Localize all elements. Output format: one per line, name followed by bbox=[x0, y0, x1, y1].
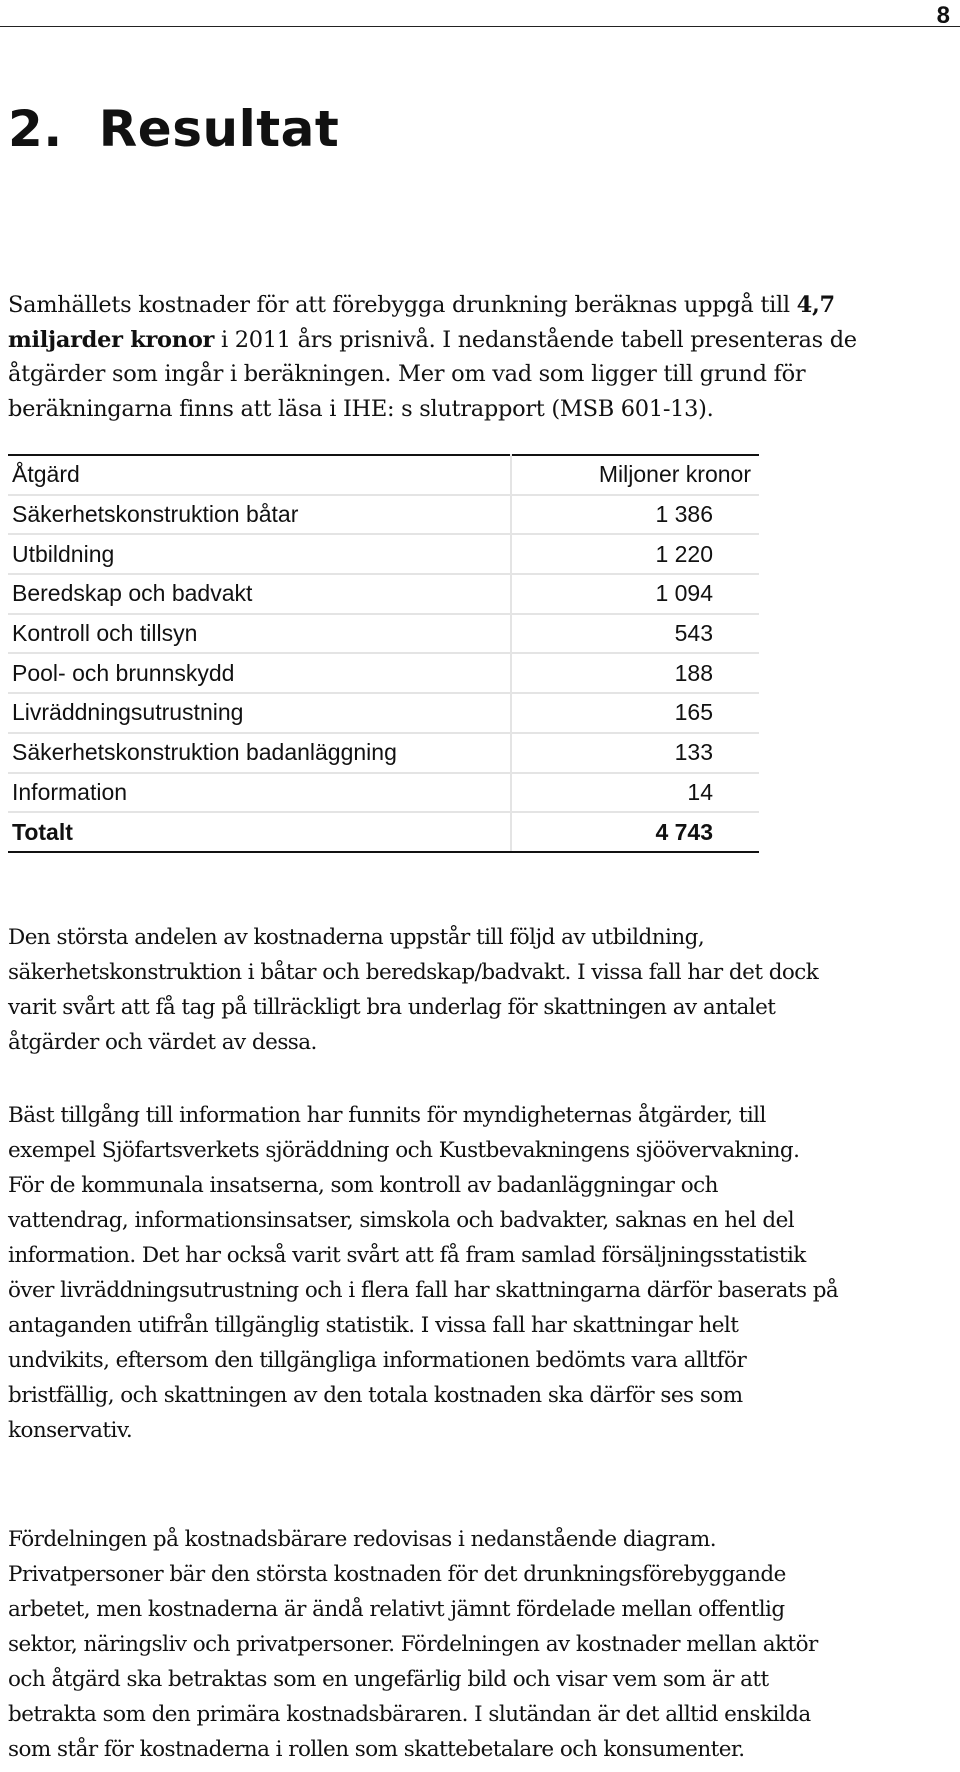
table-header-row bbox=[8, 455, 759, 495]
row-measure: Säkerhetskonstruktion båtar bbox=[8, 495, 511, 535]
row-measure: Kontroll och tillsyn bbox=[8, 614, 511, 654]
row-amount: 1 220 bbox=[511, 534, 759, 574]
total-amount: 4 743 bbox=[511, 812, 759, 852]
row-amount: 543 bbox=[511, 614, 759, 654]
paragraph-cost-share: Den största andelen av kostnaderna uppstår till följd av utbildning, säkerhetskonstruktion i båtar och beredskap/badvakt. I vissa fall har det dock varit svårt att få tag på tillräckligt bra underlag för skattningen av antalet åtgärder och värdet av dessa. bbox=[8, 925, 819, 1055]
section-heading bbox=[8, 100, 339, 158]
table-total-row bbox=[8, 812, 759, 852]
section-number: 2. bbox=[8, 100, 63, 158]
header-rule bbox=[0, 26, 960, 27]
row-measure: Säkerhetskonstruktion badanläggning bbox=[8, 733, 511, 773]
intro-text-1: Samhällets kostnader för att förebygga drunkning beräknas uppgå till bbox=[8, 292, 797, 318]
cost-table bbox=[8, 454, 759, 853]
column-header-measure: Åtgärd bbox=[8, 455, 511, 495]
row-amount: 165 bbox=[511, 693, 759, 733]
row-amount: 1 386 bbox=[511, 495, 759, 535]
table-row bbox=[8, 733, 759, 773]
intro-paragraph bbox=[8, 288, 956, 426]
paragraph-cost-bearers: Fördelningen på kostnadsbärare redovisas i nedanstående diagram. Privatpersoner bär den största kostnaden för det drunkningsförebyggande arbetet, men kostnaderna är ändå relativt jämnt fördelade mellan offentlig sektor, näringsliv och privatpersoner. Fördelningen av kostnader mellan aktör och åtgärd ska betraktas som en ungefärlig bild och visar vem som är att betrakta som den primära kostnadsbäraren. I slutändan är det alltid enskilda som står för kostnaderna i rollen som skattebetalare och konsumenter. bbox=[8, 1527, 818, 1762]
row-amount: 14 bbox=[511, 773, 759, 813]
row-amount: 188 bbox=[511, 653, 759, 693]
row-measure: Livräddningsutrustning bbox=[8, 693, 511, 733]
table-row bbox=[8, 495, 759, 535]
section-title: Resultat bbox=[98, 100, 340, 158]
column-header-amount: Miljoner kronor bbox=[511, 455, 759, 495]
intro-text-2: i 2011 års prisnivå. I nedanstående tabell presenteras de åtgärder som ingår i beräkningen. Mer om vad som ligger till grund för beräkningarna finns att läsa i IHE: s slutrapport (MSB 601-13). bbox=[8, 326, 857, 422]
row-amount: 133 bbox=[511, 733, 759, 773]
row-measure: Pool- och brunnskydd bbox=[8, 653, 511, 693]
paragraph-information-sources: Bäst tillgång till information har funnits för myndigheternas åtgärder, till exempel Sjöfartsverkets sjöräddning och Kustbevakningens sjöövervakning. För de kommunala insatserna, som kontroll av badanläggningar och vattendrag, informationsinsatser, simskola och badvakter, saknas en hel del information. Det har också varit svårt att få fram samlad försäljningsstatistik över livräddningsutrustning och i flera fall har skattningarna därför baserats på antaganden utifrån tillgänglig statistik. I vissa fall har skattningar helt undvikits, eftersom den tillgängliga informationen bedömts vara alltför bristfällig, och skattningen av den totala kostnaden ska därför ses som konservativ. bbox=[8, 1103, 839, 1443]
row-measure: Information bbox=[8, 773, 511, 813]
table-row bbox=[8, 773, 759, 813]
table-row bbox=[8, 614, 759, 654]
intro-total-highlight: 4,7 miljarder kronor bbox=[8, 292, 835, 353]
row-measure: Beredskap och badvakt bbox=[8, 574, 511, 614]
table-row bbox=[8, 693, 759, 733]
row-amount: 1 094 bbox=[511, 574, 759, 614]
page-number: 8 bbox=[936, 2, 950, 29]
table-row bbox=[8, 653, 759, 693]
row-measure: Utbildning bbox=[8, 534, 511, 574]
table-row bbox=[8, 574, 759, 614]
table-row bbox=[8, 534, 759, 574]
total-label: Totalt bbox=[8, 812, 511, 852]
